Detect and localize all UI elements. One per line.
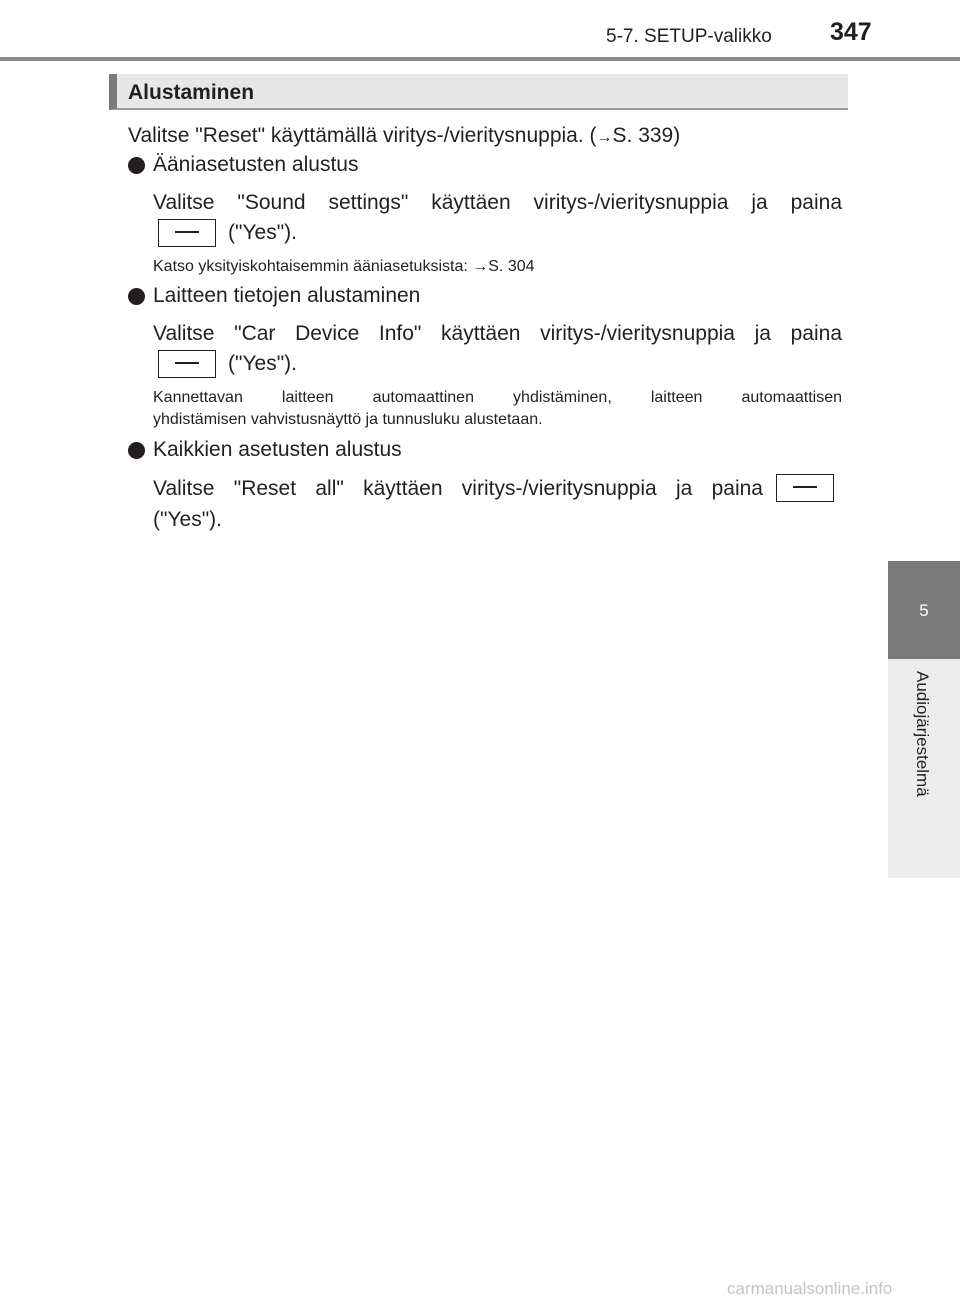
item-instruction: Valitse "Sound settings" käyttäen viritys-/vieritysnuppia ja paina <box>153 191 842 214</box>
page-number: 347 <box>830 18 872 46</box>
item-note <box>153 258 535 276</box>
header-divider <box>0 57 960 61</box>
item-title: Laitteen tietojen alustaminen <box>153 284 421 307</box>
note-page-ref: S. 304 <box>488 258 535 275</box>
item-title: Kaikkien asetusten alustus <box>153 438 402 461</box>
bullet-icon <box>128 442 145 459</box>
bullet-icon <box>128 157 145 174</box>
chapter-label: Audiojärjestelmä <box>913 671 932 797</box>
item-instruction-tail: ("Yes"). <box>228 352 297 375</box>
item-note-line: Kannettavan laitteen automaattinen yhdistäminen, laitteen automaattisen <box>153 389 842 406</box>
note-text: Katso yksityiskohtaisemmin ääniasetuksista: <box>153 258 468 275</box>
intro-instruction: Valitse "Reset" käyttämällä viritys-/vieritysnuppia. ( <box>128 124 597 147</box>
section-heading <box>109 74 848 110</box>
watermark-text: carmanualsonline.info <box>727 1279 893 1298</box>
item-instruction: Valitse "Car Device Info" käyttäen viritys-/vieritysnuppia ja paina <box>153 322 842 345</box>
bullet-icon <box>128 288 145 305</box>
intro-page-ref: S. 339) <box>612 124 681 147</box>
chapter-tab <box>888 561 960 659</box>
item-note-line: yhdistämisen vahvistusnäyttö ja tunnusluku alustetaan. <box>153 411 543 428</box>
chapter-label-tab <box>888 659 960 878</box>
section-heading-text: Alustaminen <box>128 81 255 104</box>
item-instruction-tail: ("Yes"). <box>228 221 297 244</box>
item-title: Ääniasetusten alustus <box>153 153 359 176</box>
chapter-number: 5 <box>919 601 929 620</box>
reference-arrow-icon: → <box>596 129 613 146</box>
yes-key-icon <box>158 350 216 378</box>
item-instruction-tail: ("Yes"). <box>153 508 222 531</box>
yes-key-icon <box>158 219 216 247</box>
intro-text <box>128 124 680 148</box>
reference-arrow-icon: → <box>472 258 489 275</box>
yes-key-icon <box>776 474 834 502</box>
item-instruction: Valitse "Reset all" käyttäen viritys-/vieritysnuppia ja paina <box>153 477 763 500</box>
section-title: 5-7. SETUP-valikko <box>606 26 772 47</box>
